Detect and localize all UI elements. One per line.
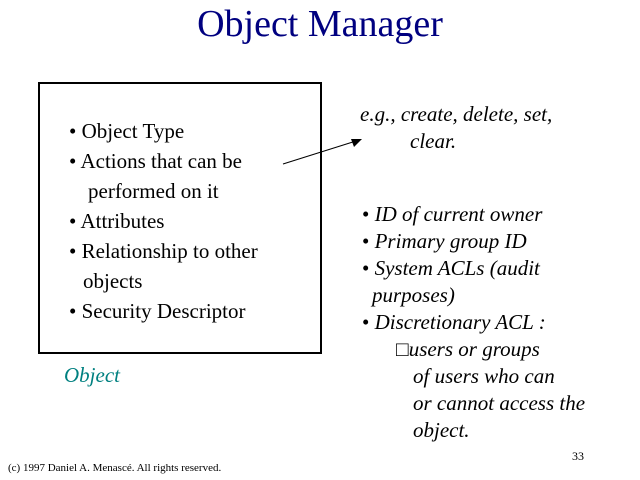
list-item-continuation: □users or groups <box>396 337 540 361</box>
list-item: • Discretionary ACL : <box>362 310 546 334</box>
list-item-label: Primary group ID <box>374 229 527 253</box>
slide-title: Object Manager <box>197 3 443 45</box>
list-item: • Primary group ID <box>362 229 527 253</box>
list-item-label: Discretionary ACL : <box>374 310 546 334</box>
list-item: • Attributes <box>69 209 165 233</box>
list-item-continuation: or cannot access the <box>413 391 586 415</box>
list-item-continuation: performed on it <box>88 179 219 203</box>
list-item-continuation: purposes) <box>372 283 455 307</box>
attributes-list <box>362 201 585 444</box>
list-item-label: users or groups <box>408 337 540 361</box>
list-item: • Security Descriptor <box>69 299 246 323</box>
example-line: clear. <box>410 129 457 153</box>
copyright-notice: (c) 1997 Daniel A. Menascé. All rights reserved. <box>8 462 222 474</box>
list-item: • System ACLs (audit <box>362 256 540 280</box>
list-item-label: Actions that can be <box>80 149 242 173</box>
page-number: 33 <box>572 449 584 463</box>
example-line: e.g., create, delete, set, <box>360 102 553 126</box>
arrow-icon <box>280 120 370 170</box>
object-caption: Object <box>64 363 120 387</box>
list-item-label: Object Type <box>81 119 185 143</box>
list-item: • Relationship to other <box>69 239 258 263</box>
list-item: • ID of current owner <box>362 202 543 226</box>
list-item-label: Attributes <box>80 209 165 233</box>
list-item-continuation: objects <box>83 269 143 293</box>
list-item: • Actions that can be <box>69 149 242 173</box>
list-item-label: Security Descriptor <box>81 299 246 323</box>
list-item-continuation: object. <box>413 418 470 442</box>
list-item-continuation: of users who can <box>413 364 555 388</box>
actions-example <box>360 101 552 155</box>
list-item-label: Relationship to other <box>81 239 258 263</box>
list-item-label: ID of current owner <box>374 202 543 226</box>
object-properties-list <box>69 116 258 326</box>
list-item: • Object Type <box>69 119 185 143</box>
list-item-label: System ACLs (audit <box>374 256 540 280</box>
